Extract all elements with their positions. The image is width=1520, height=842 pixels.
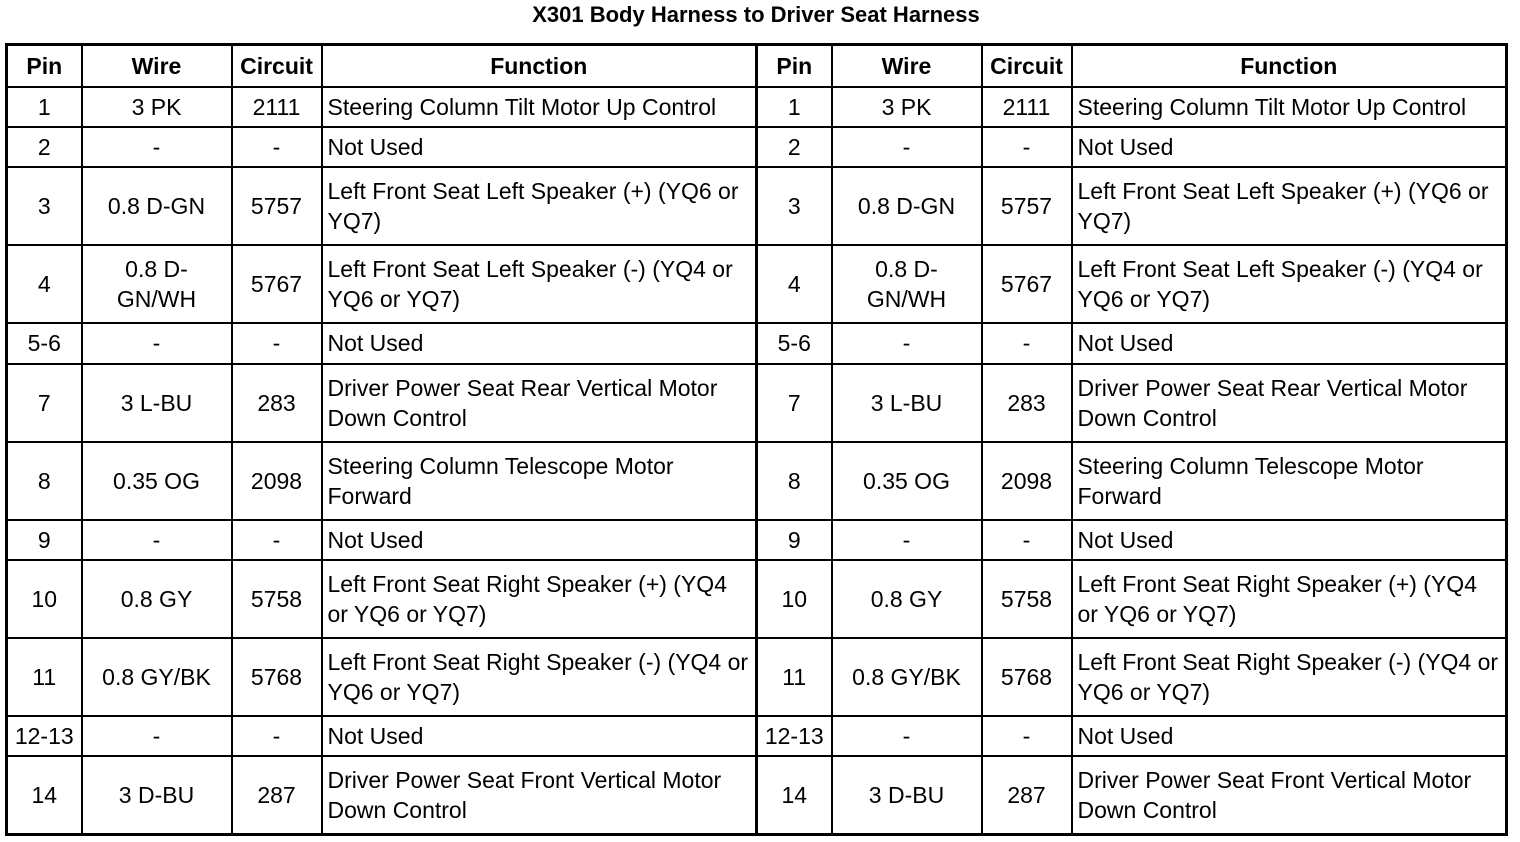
cell-wire-left: 0.35 OG xyxy=(82,442,232,520)
cell-pin-left: 2 xyxy=(7,127,82,167)
cell-function-left: Not Used xyxy=(322,323,757,363)
cell-function-right: Driver Power Seat Front Vertical Motor Down Control xyxy=(1072,756,1507,835)
table-row xyxy=(7,716,1507,756)
cell-wire-right: 0.8 D-GN/WH xyxy=(832,245,982,323)
cell-function-right: Left Front Seat Left Speaker (-) (YQ4 or YQ6 or YQ7) xyxy=(1072,245,1507,323)
table-row xyxy=(7,442,1507,520)
cell-wire-right: - xyxy=(832,127,982,167)
cell-circuit-left: 287 xyxy=(232,756,322,835)
cell-circuit-left: 2098 xyxy=(232,442,322,520)
cell-function-right: Left Front Seat Right Speaker (+) (YQ4 or YQ6 or YQ7) xyxy=(1072,560,1507,638)
table-row xyxy=(7,245,1507,323)
cell-function-left: Left Front Seat Left Speaker (+) (YQ6 or YQ7) xyxy=(322,167,757,245)
cell-pin-right: 14 xyxy=(757,756,832,835)
cell-circuit-right: 5768 xyxy=(982,638,1072,716)
cell-circuit-left: 5757 xyxy=(232,167,322,245)
cell-function-left: Driver Power Seat Front Vertical Motor Down Control xyxy=(322,756,757,835)
cell-function-right: Left Front Seat Left Speaker (+) (YQ6 or YQ7) xyxy=(1072,167,1507,245)
cell-pin-left: 8 xyxy=(7,442,82,520)
header-pin-right: Pin xyxy=(757,45,832,88)
table-row xyxy=(7,560,1507,638)
cell-wire-right: 0.8 GY/BK xyxy=(832,638,982,716)
cell-function-right: Not Used xyxy=(1072,127,1507,167)
cell-wire-right: 0.8 D-GN xyxy=(832,167,982,245)
cell-wire-left: - xyxy=(82,520,232,560)
header-function: Function xyxy=(322,45,757,88)
cell-circuit-left: 2111 xyxy=(232,87,322,127)
cell-function-left: Not Used xyxy=(322,520,757,560)
cell-pin-left: 10 xyxy=(7,560,82,638)
cell-pin-left: 12-13 xyxy=(7,716,82,756)
header-function-right: Function xyxy=(1072,45,1507,88)
cell-wire-left: 3 PK xyxy=(82,87,232,127)
cell-circuit-right: 287 xyxy=(982,756,1072,835)
cell-pin-right: 4 xyxy=(757,245,832,323)
cell-circuit-left: - xyxy=(232,127,322,167)
cell-circuit-right: 283 xyxy=(982,364,1072,442)
cell-circuit-left: - xyxy=(232,520,322,560)
cell-circuit-left: 5767 xyxy=(232,245,322,323)
cell-circuit-left: - xyxy=(232,716,322,756)
cell-circuit-right: 2111 xyxy=(982,87,1072,127)
cell-function-right: Not Used xyxy=(1072,716,1507,756)
table-row xyxy=(7,127,1507,167)
cell-function-right: Steering Column Tilt Motor Up Control xyxy=(1072,87,1507,127)
cell-function-left: Left Front Seat Right Speaker (+) (YQ4 or YQ6 or YQ7) xyxy=(322,560,757,638)
page-title: X301 Body Harness to Driver Seat Harness xyxy=(532,2,980,27)
cell-pin-left: 5-6 xyxy=(7,323,82,363)
cell-wire-left: 3 D-BU xyxy=(82,756,232,835)
cell-wire-right: 0.8 GY xyxy=(832,560,982,638)
cell-wire-left: 0.8 D-GN xyxy=(82,167,232,245)
table-row xyxy=(7,364,1507,442)
cell-function-right: Not Used xyxy=(1072,520,1507,560)
cell-circuit-right: 2098 xyxy=(982,442,1072,520)
header-circuit-right: Circuit xyxy=(982,45,1072,88)
cell-wire-right: 0.35 OG xyxy=(832,442,982,520)
cell-pin-right: 3 xyxy=(757,167,832,245)
header-wire-right: Wire xyxy=(832,45,982,88)
connector-pinout-table xyxy=(5,43,1508,836)
cell-pin-left: 14 xyxy=(7,756,82,835)
table-row xyxy=(7,167,1507,245)
cell-circuit-right: 5767 xyxy=(982,245,1072,323)
cell-function-right: Not Used xyxy=(1072,323,1507,363)
header-row xyxy=(7,45,1507,88)
cell-pin-left: 1 xyxy=(7,87,82,127)
cell-pin-left: 4 xyxy=(7,245,82,323)
cell-function-left: Steering Column Tilt Motor Up Control xyxy=(322,87,757,127)
cell-pin-left: 3 xyxy=(7,167,82,245)
header-circuit: Circuit xyxy=(232,45,322,88)
cell-circuit-right: - xyxy=(982,716,1072,756)
cell-circuit-right: - xyxy=(982,127,1072,167)
table-row xyxy=(7,638,1507,716)
cell-circuit-right: 5758 xyxy=(982,560,1072,638)
cell-function-left: Not Used xyxy=(322,716,757,756)
cell-pin-right: 12-13 xyxy=(757,716,832,756)
cell-circuit-right: - xyxy=(982,323,1072,363)
cell-wire-left: 0.8 D-GN/WH xyxy=(82,245,232,323)
cell-wire-left: - xyxy=(82,127,232,167)
table-row xyxy=(7,520,1507,560)
cell-function-right: Left Front Seat Right Speaker (-) (YQ4 or YQ6 or YQ7) xyxy=(1072,638,1507,716)
table-row xyxy=(7,87,1507,127)
cell-function-left: Left Front Seat Left Speaker (-) (YQ4 or YQ6 or YQ7) xyxy=(322,245,757,323)
cell-wire-left: 0.8 GY xyxy=(82,560,232,638)
cell-function-left: Steering Column Telescope Motor Forward xyxy=(322,442,757,520)
cell-pin-right: 11 xyxy=(757,638,832,716)
cell-pin-right: 2 xyxy=(757,127,832,167)
cell-wire-left: - xyxy=(82,716,232,756)
cell-wire-left: - xyxy=(82,323,232,363)
header-pin: Pin xyxy=(7,45,82,88)
cell-wire-right: 3 D-BU xyxy=(832,756,982,835)
cell-function-left: Driver Power Seat Rear Vertical Motor Down Control xyxy=(322,364,757,442)
cell-pin-left: 9 xyxy=(7,520,82,560)
cell-pin-left: 7 xyxy=(7,364,82,442)
cell-wire-left: 3 L-BU xyxy=(82,364,232,442)
cell-circuit-left: 283 xyxy=(232,364,322,442)
cell-pin-right: 1 xyxy=(757,87,832,127)
cell-wire-right: - xyxy=(832,716,982,756)
cell-function-left: Not Used xyxy=(322,127,757,167)
cell-wire-right: - xyxy=(832,520,982,560)
cell-wire-right: 3 L-BU xyxy=(832,364,982,442)
cell-pin-right: 5-6 xyxy=(757,323,832,363)
cell-wire-right: 3 PK xyxy=(832,87,982,127)
cell-function-right: Steering Column Telescope Motor Forward xyxy=(1072,442,1507,520)
cell-circuit-left: 5758 xyxy=(232,560,322,638)
cell-circuit-left: - xyxy=(232,323,322,363)
table-row xyxy=(7,756,1507,835)
cell-pin-left: 11 xyxy=(7,638,82,716)
cell-pin-right: 10 xyxy=(757,560,832,638)
cell-wire-left: 0.8 GY/BK xyxy=(82,638,232,716)
cell-wire-right: - xyxy=(832,323,982,363)
cell-pin-right: 9 xyxy=(757,520,832,560)
cell-pin-right: 8 xyxy=(757,442,832,520)
cell-function-right: Driver Power Seat Rear Vertical Motor Down Control xyxy=(1072,364,1507,442)
cell-circuit-right: - xyxy=(982,520,1072,560)
cell-function-left: Left Front Seat Right Speaker (-) (YQ4 or YQ6 or YQ7) xyxy=(322,638,757,716)
cell-circuit-right: 5757 xyxy=(982,167,1072,245)
table-row xyxy=(7,323,1507,363)
header-wire: Wire xyxy=(82,45,232,88)
cell-circuit-left: 5768 xyxy=(232,638,322,716)
cell-pin-right: 7 xyxy=(757,364,832,442)
